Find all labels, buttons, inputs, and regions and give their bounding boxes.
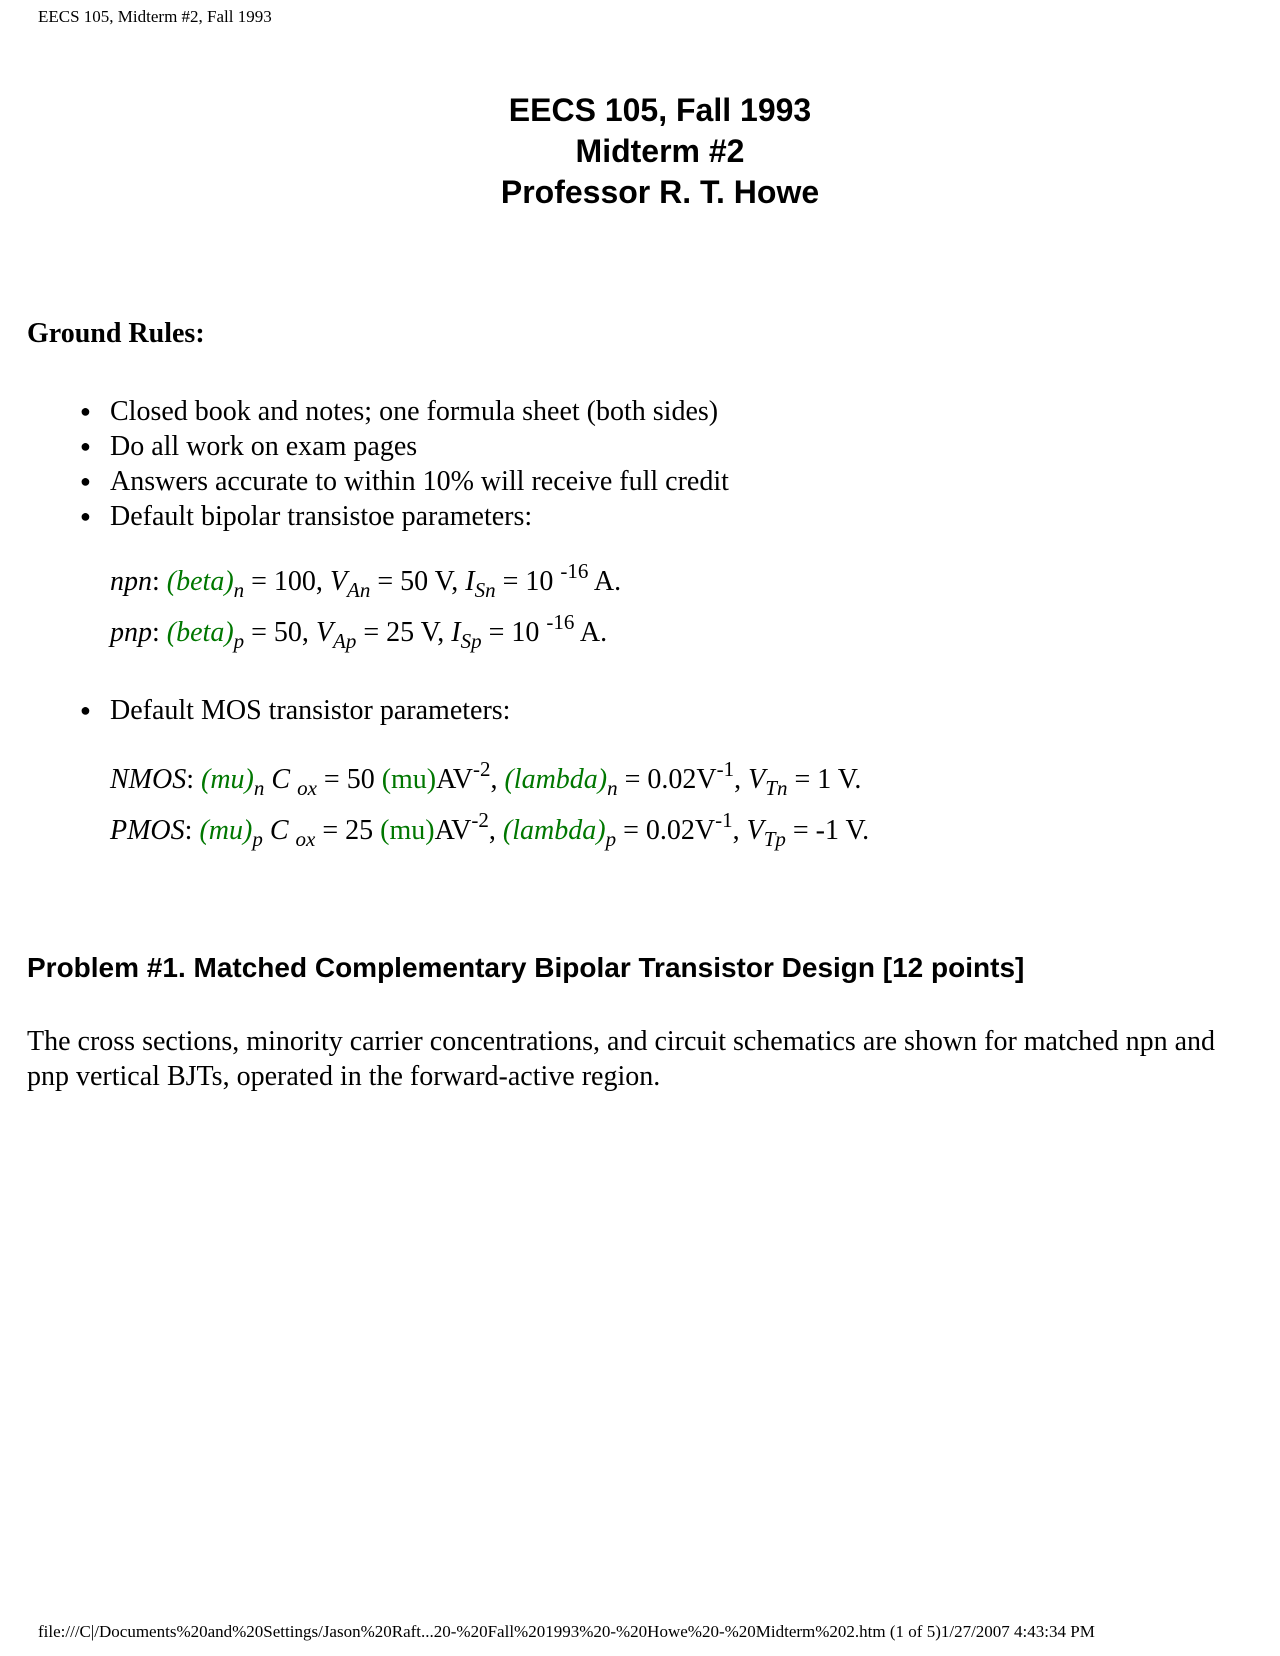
- saturation-current-value: = 10: [495, 566, 561, 597]
- exponent: -16: [560, 559, 589, 583]
- running-header: EECS 105, Midterm #2, Fall 1993: [38, 7, 272, 26]
- cox-symbol: C: [262, 815, 296, 846]
- cox-value: = 50: [316, 764, 382, 795]
- threshold-subscript: Tn: [765, 776, 788, 800]
- beta-subscript: n: [233, 578, 245, 602]
- early-voltage-value: = 50 V,: [370, 566, 466, 597]
- beta-symbol: (beta): [166, 566, 234, 597]
- mos-rules-list: [0, 693, 510, 728]
- early-voltage-value: = 25 V,: [356, 617, 452, 648]
- threshold-value: = -1 V.: [785, 815, 870, 846]
- problem-1-heading: Problem #1. Matched Complementary Bipolar Transistor Design [12 points]: [27, 952, 1025, 983]
- early-voltage-symbol: V: [329, 566, 348, 597]
- cox-value: = 25: [315, 815, 381, 846]
- lambda-symbol: (lambda): [504, 764, 608, 795]
- pmos-label: PMOS: [110, 815, 185, 846]
- lambda-value: = 0.02V: [617, 764, 717, 795]
- cox-symbol: C: [264, 764, 298, 795]
- nmos-parameters: NMOS: $(mu)_n$ C $_{ox}$ = 50 $(mu)AV^{-2}$, $(lambda)_n = 0.02V^{-1}$, $V_{Tn} = 1$ V.: [110, 757, 862, 800]
- saturation-current-symbol: I: [465, 566, 475, 597]
- exponent: -2: [471, 808, 489, 832]
- saturation-current-symbol: I: [451, 617, 461, 648]
- early-voltage-subscript: Ap: [333, 629, 357, 653]
- lambda-subscript: n: [607, 776, 618, 800]
- lambda-symbol: (lambda): [502, 815, 606, 846]
- title-line-exam: Midterm #2: [575, 133, 745, 169]
- unit: A.: [574, 617, 608, 648]
- npn-parameters: npn: $(beta)_n = 100$, $V_{An} = 50$ V, $I_{Sn} = 10$ $^{-16}$ A.: [110, 559, 622, 602]
- lambda-value: = 0.02V: [616, 815, 716, 846]
- title-line-professor: Professor R. T. Howe: [500, 174, 820, 210]
- early-voltage-symbol: V: [315, 617, 334, 648]
- problem-1-text: The cross sections, minority carrier concentrations, and circuit schematics are shown for matched npn and pnp vertical BJTs, operated in the forward-active region.: [27, 1026, 1216, 1092]
- list-item: ● Do all work on exam pages: [0, 429, 729, 464]
- pnp-label: pnp: [110, 617, 152, 648]
- pnp-parameters: pnp: $(beta)_p = 50$, $V_{Ap} = 25$ V, $I_{Sp} = 10$ $^{-16}$ A.: [110, 610, 608, 653]
- list-item: ● Closed book and notes; one formula sheet (both sides): [0, 394, 729, 429]
- beta-subscript: p: [233, 629, 245, 653]
- lambda-subscript: p: [605, 827, 617, 851]
- mu-subscript: n: [253, 776, 265, 800]
- threshold-subscript: Tp: [763, 827, 786, 851]
- beta-symbol: (beta): [166, 617, 234, 648]
- saturation-current-value: = 10: [481, 617, 547, 648]
- exponent: -16: [546, 610, 575, 634]
- npn-label: npn: [110, 566, 152, 597]
- cox-subscript: ox: [295, 827, 316, 851]
- mu-symbol: (mu): [201, 764, 254, 795]
- cox-subscript: ox: [297, 776, 317, 800]
- unit: AV: [436, 764, 473, 795]
- threshold-value: = 1 V.: [787, 764, 862, 795]
- list-item: ● Default MOS transistor parameters:: [0, 693, 510, 728]
- unit: AV: [434, 815, 472, 846]
- page-footer: file:///C|/Documents%20and%20Settings/Jason%20Raft...20-%20Fall%201993%20-%20Howe%20-%20Midterm%202.htm (1 of 5)1/27/2007 4:43:34 PM: [38, 1622, 1095, 1641]
- list-item: ● Answers accurate to within 10% will receive full credit: [0, 464, 729, 499]
- threshold-symbol: V: [748, 764, 766, 795]
- ground-rules-heading: Ground Rules:: [27, 318, 205, 349]
- title-line-course: EECS 105, Fall 1993: [508, 92, 812, 128]
- ground-rules-list: [0, 394, 729, 534]
- beta-value: = 100,: [244, 566, 330, 597]
- saturation-current-subscript: Sp: [460, 629, 482, 653]
- exponent: -1: [716, 757, 735, 781]
- list-item: ● Default bipolar transistoe parameters:: [0, 499, 729, 534]
- page-title: [0, 90, 1280, 213]
- unit: A.: [588, 566, 622, 597]
- beta-value: = 50,: [244, 617, 316, 648]
- mu-subscript: p: [252, 827, 263, 851]
- pmos-parameters: PMOS: $(mu)_p$ C $_{ox}$ = 25 $(mu)AV^{-2}$, $(lambda)_p = 0.02V^{-1}$, $V_{Tp} = -1$ V.: [110, 808, 870, 851]
- early-voltage-subscript: An: [347, 578, 371, 602]
- threshold-symbol: V: [746, 815, 764, 846]
- exponent: -1: [715, 808, 733, 832]
- exponent: -2: [472, 757, 491, 781]
- nmos-label: NMOS: [110, 764, 187, 795]
- saturation-current-subscript: Sn: [474, 578, 496, 602]
- micro-symbol: (mu): [381, 764, 437, 795]
- mu-symbol: (mu): [199, 815, 253, 846]
- micro-symbol: (mu): [380, 815, 435, 846]
